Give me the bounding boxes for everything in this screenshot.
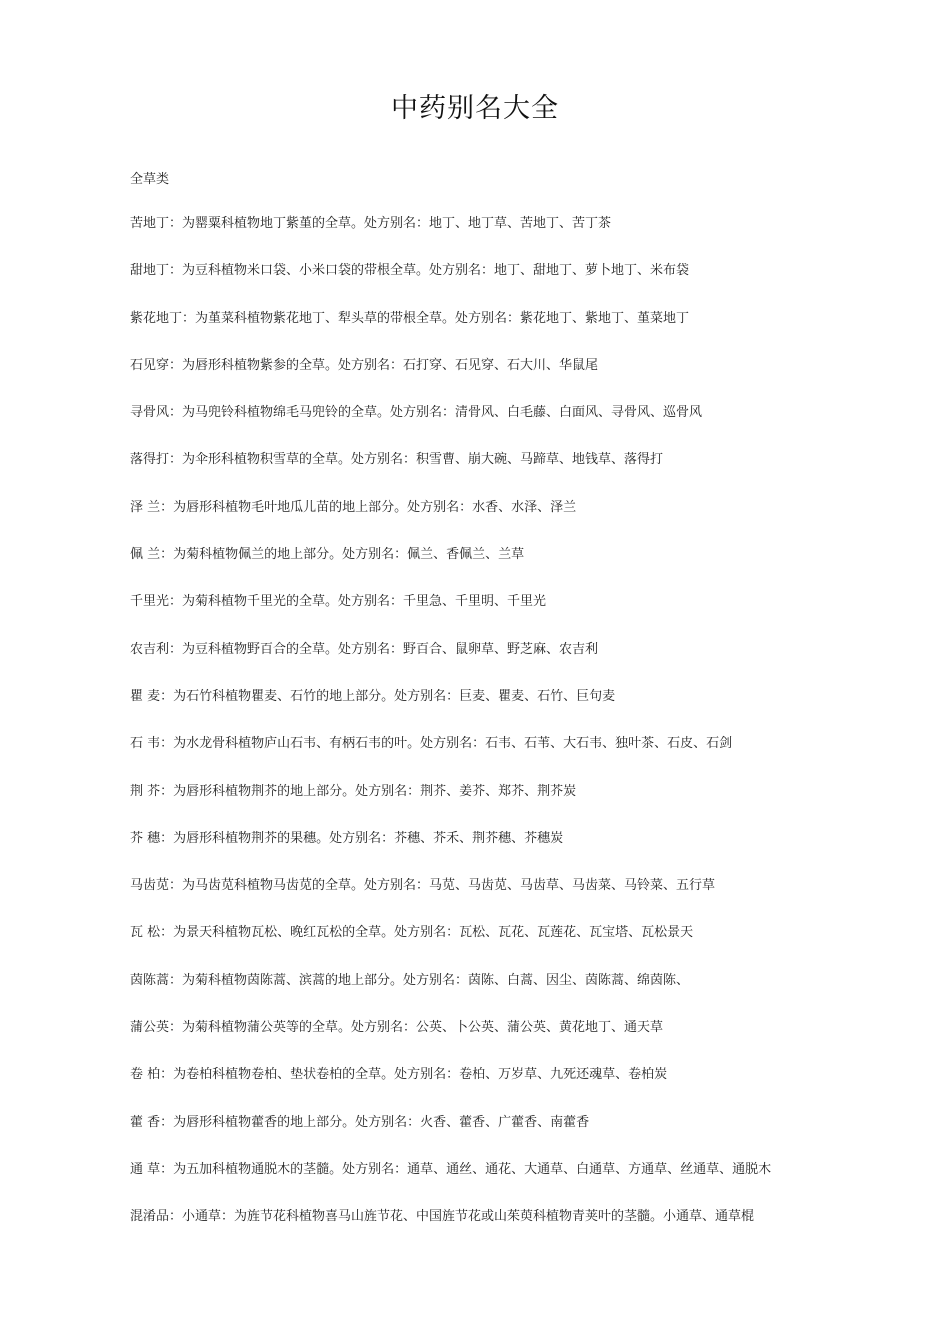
entry-item: 藿 香：为唇形科植物藿香的地上部分。处方别名：火香、藿香、广藿香、南藿香 [130,1114,590,1130]
entry-list [130,215,830,1256]
section-heading: 全草类 [130,172,170,187]
entry-item: 芥 穗：为唇形科植物荆芥的果穗。处方别名：芥穗、芥禾、荆芥穗、芥穗炭 [130,830,564,846]
entry-item: 蒲公英：为菊科植物蒲公英等的全草。处方别名：公英、卜公英、蒲公英、黄花地丁、通天草 [130,1020,664,1036]
entry-item: 混淆品：小通草：为旌节花科植物喜马山旌节花、中国旌节花或山茱萸科植物青荚叶的茎髓。小通草、通草棍 [130,1209,755,1225]
entry-item: 农吉利：为豆科植物野百合的全草。处方别名：野百合、鼠卵草、野芝麻、农吉利 [130,641,599,657]
entry-item: 苦地丁：为罂粟科植物地丁紫堇的全草。处方别名：地丁、地丁草、苦地丁、苦丁茶 [130,216,612,231]
entry-item: 泽 兰：为唇形科植物毛叶地瓜儿苗的地上部分。处方别名：水香、水泽、泽兰 [130,499,577,515]
entry-item: 石见穿：为唇形科植物紫参的全草。处方别名：石打穿、石见穿、石大川、华鼠尾 [130,357,599,373]
entry-item: 寻骨风：为马兜铃科植物绵毛马兜铃的全草。处方别名：清骨风、白毛藤、白面风、寻骨风、巡骨风 [130,405,703,421]
entry-item: 卷 柏：为卷柏科植物卷柏、垫状卷柏的全草。处方别名：卷柏、万岁草、九死还魂草、卷柏炭 [130,1067,668,1083]
entry-item: 石 韦：为水龙骨科植物庐山石韦、有柄石韦的叶。处方别名：石韦、石苇、大石韦、独叶茶、石皮、石剑 [130,736,733,752]
entry-item: 荆 芥：为唇形科植物荆芥的地上部分。处方别名：荆芥、姜芥、郑芥、荆芥炭 [130,783,577,799]
entry-item: 甜地丁：为豆科植物米口袋、小米口袋的带根全草。处方别名：地丁、甜地丁、萝卜地丁、米布袋 [130,263,690,279]
entry-item: 紫花地丁：为堇菜科植物紫花地丁、犁头草的带根全草。处方别名：紫花地丁、紫地丁、堇菜地丁 [130,310,690,326]
entry-item: 千里光：为菊科植物千里光的全草。处方别名：千里急、千里明、千里光 [130,594,547,610]
entry-item: 佩 兰：为菊科植物佩兰的地上部分。处方别名：佩兰、香佩兰、兰草 [130,547,525,563]
entry-item: 茵陈蒿：为菊科植物茵陈蒿、滨蒿的地上部分。处方别名：茵陈、白蒿、因尘、茵陈蒿、绵茵陈、 [130,972,690,988]
entry-item: 通 草：为五加科植物通脱木的茎髓。处方别名：通草、通丝、通花、大通草、白通草、方通草、丝通草、通脱木 [130,1161,772,1177]
entry-item: 落得打：为伞形科植物积雪草的全草。处方别名：积雪曹、崩大碗、马蹄草、地钱草、落得打 [130,452,664,468]
entry-item: 瞿 麦：为石竹科植物瞿麦、石竹的地上部分。处方别名：巨麦、瞿麦、石竹、巨句麦 [130,688,616,704]
entry-item: 马齿苋：为马齿苋科植物马齿苋的全草。处方别名：马苋、马齿苋、马齿草、马齿菜、马铃菜、五行草 [130,878,716,894]
entry-item: 瓦 松：为景天科植物瓦松、晚红瓦松的全草。处方别名：瓦松、瓦花、瓦莲花、瓦宝塔、瓦松景天 [130,925,694,941]
page-title: 中药别名大全 [391,93,559,124]
